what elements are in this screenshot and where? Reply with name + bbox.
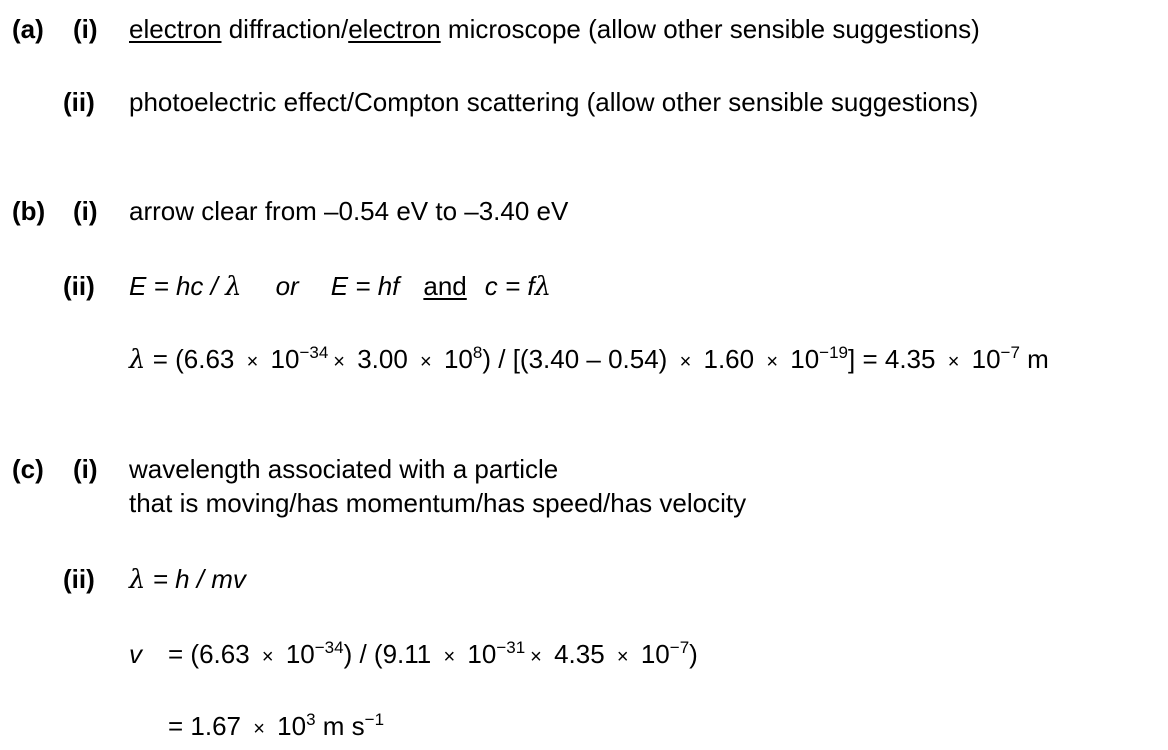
subpart-label-b-i: (i) [73,196,98,226]
and-word: and [423,271,467,301]
electron-word-1: electron [129,14,222,44]
lambda-symbol: λ [129,565,146,595]
eq-e-hc-lambda: E = hc / [129,271,226,301]
answer-a-i [129,16,980,42]
lambda-symbol: λ [534,272,552,302]
exponent: −7 [669,638,690,657]
lambda-symbol: λ [225,272,242,302]
calc-part: m [1019,344,1049,374]
times-symbol: × [616,646,629,668]
or-word: or [275,271,299,301]
subpart-label-a-ii: (ii) [63,87,95,117]
calc-part: = (6.63 [168,639,257,669]
eq-e-hf: E = hf [330,271,400,301]
answer-b-ii-equations [129,273,551,300]
calc-part: m s [315,711,365,741]
exponent: −31 [496,638,526,657]
electron-word-2: electron [348,14,441,44]
times-symbol: × [246,351,259,373]
eq-h-mv: = h / mv [145,564,246,594]
exponent: −7 [1000,343,1020,362]
calc-part: ) / [(3.40 – 0.54) [482,344,675,374]
exponent: −1 [364,710,385,729]
subpart-label-c-i: (i) [73,454,98,484]
calc-part: 1.60 [696,344,762,374]
times-symbol: × [333,351,345,373]
part-label-c: (c) [12,454,44,484]
velocity-symbol: v [129,639,142,669]
calc-part: 10 [964,344,1001,374]
answer-b-ii-calculation [129,343,1049,375]
answer-a-i-text1: diffraction/ [221,14,349,44]
calc-part: 10 [633,639,670,669]
times-symbol: × [530,646,542,668]
calc-part: = (6.63 [145,344,242,374]
times-symbol: × [420,351,432,373]
calc-part: 10 [436,344,473,374]
answer-c-i-line1: wavelength associated with a particle [129,454,559,484]
part-label-a: (a) [12,14,44,44]
subpart-label-b-ii: (ii) [63,271,95,301]
times-symbol: × [947,351,960,373]
answer-c-i-line2: that is moving/has momentum/has speed/has velocity [129,488,747,518]
calc-part: 10 [269,711,307,741]
exponent: −34 [314,638,344,657]
answer-a-i-text2: microscope (allow other sensible suggestions) [440,14,980,44]
part-label-b: (b) [12,196,46,226]
calc-part: 10 [263,344,300,374]
calc-part: ] = 4.35 [848,344,943,374]
lambda-symbol: λ [129,345,146,375]
calc-part: 10 [278,639,315,669]
times-symbol: × [766,351,779,373]
answer-c-ii-result [168,710,385,741]
answer-a-ii: photoelectric effect/Compton scattering (allow other sensible suggestions) [129,87,979,117]
times-symbol: × [253,718,265,740]
calc-part: 10 [783,344,820,374]
times-symbol: × [261,646,274,668]
exponent: −34 [299,343,329,362]
exponent: 3 [306,710,316,729]
exponent: −19 [819,343,849,362]
answer-c-ii-equation [129,566,246,593]
calc-part: = 1.67 [168,711,249,741]
subpart-label-c-ii: (ii) [63,564,95,594]
calc-part: 10 [460,639,497,669]
calc-part: 3.00 [349,344,416,374]
answer-c-ii-calculation [129,638,698,669]
subpart-label-a-i: (i) [73,14,98,44]
exponent: 8 [472,343,483,362]
times-symbol: × [443,646,456,668]
eq-c-f-lambda: c = f [484,271,535,301]
calc-part: 4.35 [546,639,612,669]
times-symbol: × [679,351,692,373]
answer-b-i: arrow clear from –0.54 eV to –3.40 eV [129,196,569,226]
calc-part: ) [689,639,698,669]
calc-part: ) / (9.11 [343,639,439,669]
